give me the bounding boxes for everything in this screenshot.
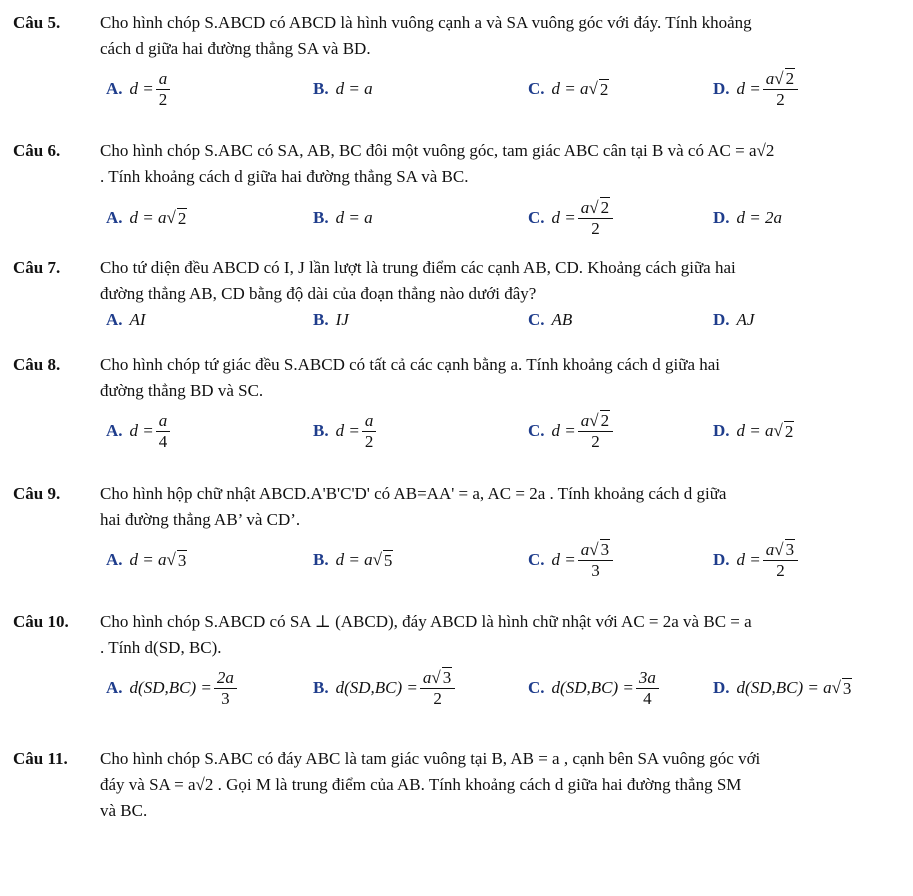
option-label: C. — [528, 208, 545, 227]
option-label: B. — [313, 310, 329, 329]
option-expression: d(SD,BC) = — [129, 678, 212, 697]
option-b[interactable] — [313, 307, 349, 333]
question-number: Câu 5. — [13, 13, 61, 32]
option-a[interactable] — [106, 307, 146, 333]
option-label: B. — [313, 550, 329, 569]
option-label: D. — [713, 550, 730, 569]
option-d[interactable] — [713, 533, 800, 587]
question-line — [13, 507, 898, 533]
answer-options — [13, 404, 898, 458]
question-text: Cho hình chóp S.ABCD có SA ⊥ (ABCD), đáy ABCD là hình chữ nhật với AC = 2a và BC = a — [100, 612, 752, 631]
option-expression: d = — [736, 79, 761, 98]
fraction-denominator: 2 — [776, 560, 785, 580]
question-line — [13, 36, 898, 62]
option-expression: d = a√ — [736, 421, 783, 440]
fraction-denominator: 2 — [591, 218, 600, 238]
option-label: B. — [313, 79, 329, 98]
radicand: 3 — [442, 667, 452, 687]
option-b[interactable] — [313, 533, 393, 587]
question-line — [13, 609, 898, 635]
fraction — [420, 669, 455, 708]
option-label: C. — [528, 678, 545, 697]
question-number: Câu 11. — [13, 749, 68, 768]
question-6 — [13, 138, 898, 246]
fraction-denominator: 4 — [643, 688, 652, 708]
fraction — [763, 541, 798, 580]
option-expression: d = a√ — [335, 550, 382, 569]
option-expression: d(SD,BC) = — [335, 678, 418, 697]
answer-options — [13, 661, 898, 715]
radicand: 2 — [600, 410, 610, 430]
option-expression: AI — [129, 310, 146, 329]
fraction-denominator: 2 — [591, 431, 600, 451]
question-line — [13, 138, 898, 164]
fraction-numerator: a√ 3 — [763, 541, 798, 561]
option-b[interactable] — [313, 62, 373, 116]
fraction-numerator: a — [156, 412, 171, 432]
option-label: C. — [528, 550, 545, 569]
option-label: D. — [713, 79, 730, 98]
fraction — [214, 669, 237, 708]
question-7 — [13, 255, 898, 333]
option-a[interactable] — [106, 404, 172, 458]
option-a[interactable] — [106, 190, 187, 246]
radicand: 5 — [383, 550, 393, 570]
question-text: . Tính khoảng cách d giữa hai đường thẳng SA và BC. — [100, 167, 469, 186]
option-a[interactable] — [106, 661, 239, 715]
fraction-numerator: 2a — [214, 669, 237, 689]
option-c[interactable] — [528, 307, 572, 333]
answer-options — [13, 190, 898, 246]
question-10 — [13, 609, 898, 715]
question-text: Cho hình chóp tứ giác đều S.ABCD có tất cả các cạnh bằng a. Tính khoảng cách d giữa hai — [100, 355, 721, 374]
fraction-numerator: 3a — [636, 669, 659, 689]
question-line — [13, 635, 898, 661]
question-text: hai đường thẳng AB’ và CD’. — [100, 510, 301, 529]
option-expression: d = — [551, 550, 576, 569]
question-8 — [13, 352, 898, 458]
fraction — [578, 541, 613, 580]
question-line — [13, 481, 898, 507]
question-line — [13, 164, 898, 190]
question-text: Cho hình chóp S.ABC có đáy ABC là tam giác vuông tại B, AB = a , cạnh bên SA vuông góc với — [100, 749, 761, 768]
option-d[interactable] — [713, 404, 794, 458]
option-d[interactable] — [713, 661, 852, 715]
fraction-denominator: 3 — [591, 560, 600, 580]
question-text: đường thẳng AB, CD bằng độ dài của đoạn thẳng nào dưới đây? — [100, 284, 537, 303]
fraction-denominator: 2 — [364, 431, 374, 451]
fraction-denominator: 2 — [776, 89, 785, 109]
fraction — [578, 412, 613, 451]
answer-options — [13, 533, 898, 587]
option-b[interactable] — [313, 404, 378, 458]
question-text: Cho tứ diện đều ABCD có I, J lần lượt là trung điểm các cạnh AB, CD. Khoảng cách giữa hai — [100, 258, 736, 277]
option-c[interactable] — [528, 62, 609, 116]
option-expression: d = a√ — [129, 550, 176, 569]
question-line — [13, 255, 898, 281]
option-label: C. — [528, 421, 545, 440]
option-expression: d = 2a — [736, 208, 783, 227]
question-line — [13, 281, 898, 307]
option-expression: d(SD,BC) = — [551, 678, 634, 697]
option-label: A. — [106, 678, 123, 697]
question-9 — [13, 481, 898, 587]
option-expression: d = — [551, 421, 576, 440]
option-expression: d(SD,BC) = a√ — [736, 678, 841, 697]
question-number: Câu 8. — [13, 355, 61, 374]
radicand: 3 — [177, 550, 187, 570]
option-label: A. — [106, 421, 123, 440]
radicand: 2 — [785, 68, 795, 88]
question-text: đường thẳng BD và SC. — [100, 381, 264, 400]
option-c[interactable] — [528, 190, 615, 246]
question-text: Cho hình chóp S.ABC có SA, AB, BC đôi một vuông góc, tam giác ABC cân tại B và có AC = a√2 — [100, 141, 775, 160]
question-text: và BC. — [100, 801, 148, 820]
question-line — [13, 772, 898, 798]
fraction — [636, 669, 659, 708]
option-label: A. — [106, 208, 123, 227]
radicand: 2 — [599, 79, 609, 99]
option-label: D. — [713, 421, 730, 440]
fraction-numerator: a — [362, 412, 377, 432]
fraction-numerator: a√ 2 — [763, 70, 798, 90]
option-label: A. — [106, 310, 123, 329]
option-label: B. — [313, 421, 329, 440]
question-text: đáy và SA = a√2 . Gọi M là trung điểm của AB. Tính khoảng cách d giữa hai đường thẳng SM — [100, 775, 742, 794]
fraction-numerator: a√ 2 — [578, 199, 613, 219]
option-expression: d = a√ — [129, 208, 176, 227]
question-11 — [13, 746, 898, 824]
question-line — [13, 746, 898, 772]
option-c[interactable] — [528, 533, 615, 587]
fraction — [763, 70, 798, 109]
option-expression: d = a — [335, 208, 373, 227]
fraction-denominator: 2 — [158, 89, 168, 109]
option-label: D. — [713, 678, 730, 697]
fraction — [156, 70, 171, 109]
fraction-denominator: 4 — [158, 431, 168, 451]
option-d[interactable] — [713, 190, 782, 246]
answer-options — [13, 307, 898, 333]
question-line — [13, 378, 898, 404]
option-expression: AJ — [736, 310, 755, 329]
option-d[interactable] — [713, 307, 754, 333]
option-expression: d = — [129, 421, 154, 440]
option-label: B. — [313, 678, 329, 697]
option-label: D. — [713, 310, 730, 329]
option-expression: d = — [129, 79, 154, 98]
fraction — [362, 412, 377, 451]
question-line — [13, 352, 898, 378]
fraction-numerator: a√ 2 — [578, 412, 613, 432]
fraction-numerator: a√ 3 — [420, 669, 455, 689]
option-d[interactable] — [713, 62, 800, 116]
option-expression: IJ — [335, 310, 349, 329]
option-label: A. — [106, 550, 123, 569]
radicand: 2 — [600, 197, 610, 217]
option-c[interactable] — [528, 661, 661, 715]
option-expression: d = — [551, 208, 576, 227]
fraction — [578, 199, 613, 238]
question-number: Câu 9. — [13, 484, 61, 503]
option-expression: AB — [551, 310, 573, 329]
option-label: B. — [313, 208, 329, 227]
option-label: C. — [528, 310, 545, 329]
answer-options — [13, 62, 898, 116]
question-5 — [13, 10, 898, 116]
question-text: Cho hình hộp chữ nhật ABCD.A'B'C'D' có AB=AA' = a, AC = 2a . Tính khoảng cách d giữa — [100, 484, 727, 503]
question-text: cách d giữa hai đường thẳng SA và BD. — [100, 39, 371, 58]
option-label: D. — [713, 208, 730, 227]
option-expression: d = a√ — [551, 79, 598, 98]
option-expression: d = a — [335, 79, 373, 98]
option-a[interactable] — [106, 533, 187, 587]
question-number: Câu 6. — [13, 141, 61, 160]
question-number: Câu 7. — [13, 258, 61, 277]
radicand: 3 — [785, 539, 795, 559]
fraction-numerator: a — [156, 70, 171, 90]
option-b[interactable] — [313, 190, 373, 246]
radicand: 2 — [784, 421, 794, 441]
question-text: . Tính d(SD, BC). — [100, 638, 222, 657]
fraction-denominator: 2 — [433, 688, 442, 708]
option-label: A. — [106, 79, 123, 98]
option-label: C. — [528, 79, 545, 98]
option-expression: d = — [335, 421, 360, 440]
fraction — [156, 412, 171, 451]
question-text: Cho hình chóp S.ABCD có ABCD là hình vuông cạnh a và SA vuông góc với đáy. Tính khoảng — [100, 13, 752, 32]
question-line — [13, 798, 898, 824]
option-b[interactable] — [313, 661, 457, 715]
fraction-denominator: 3 — [221, 688, 230, 708]
radicand: 3 — [600, 539, 610, 559]
question-line — [13, 10, 898, 36]
radicand: 2 — [177, 208, 187, 228]
question-number: Câu 10. — [13, 612, 69, 631]
radicand: 3 — [842, 678, 852, 698]
option-a[interactable] — [106, 62, 172, 116]
option-c[interactable] — [528, 404, 615, 458]
option-expression: d = — [736, 550, 761, 569]
fraction-numerator: a√ 3 — [578, 541, 613, 561]
